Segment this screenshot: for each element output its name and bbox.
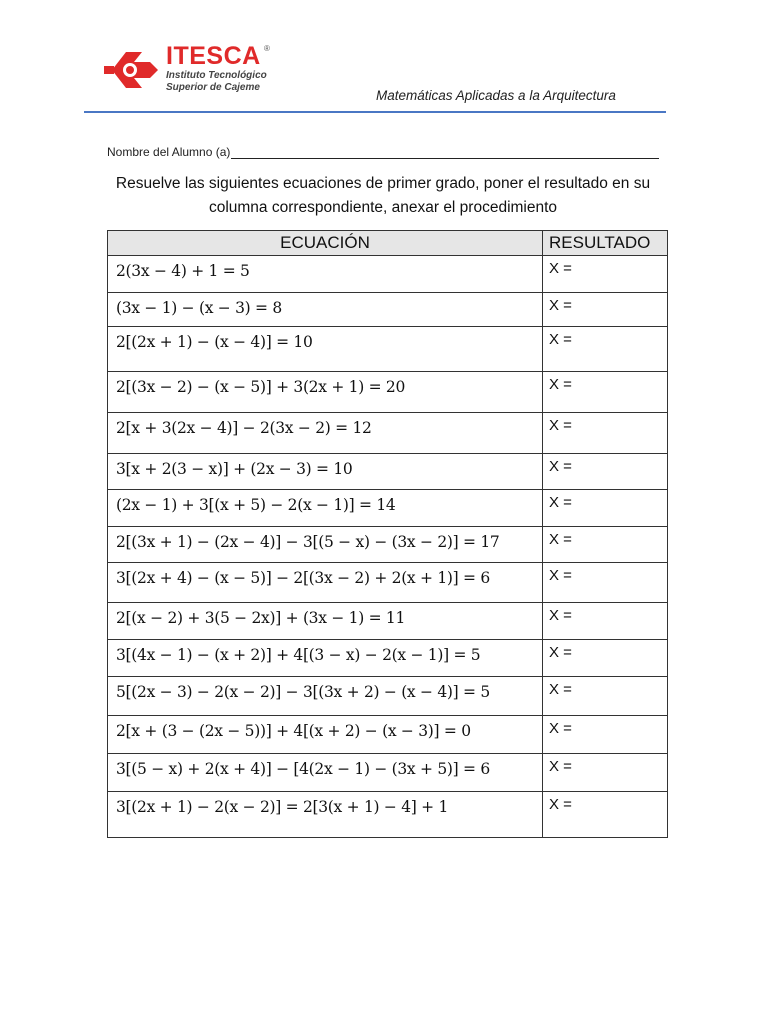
result-answer-field[interactable]: X = <box>543 413 668 454</box>
table-row <box>108 256 668 293</box>
equation-cell: 3[(2x + 1) − 2(x − 2)] = 2[3(x + 1) − 4] + 1 <box>108 792 543 838</box>
equation-cell: 3[(4x − 1) − (x + 2)] + 4[(3 − x) − 2(x − 1)] = 5 <box>108 640 543 677</box>
table-row <box>108 413 668 454</box>
table-row <box>108 716 668 754</box>
course-title: Matemáticas Aplicadas a la Arquitectura <box>376 88 616 103</box>
result-answer-field[interactable]: X = <box>543 490 668 527</box>
equation-cell: 3[(5 − x) + 2(x + 4)] − [4(2x − 1) − (3x + 5)] = 6 <box>108 754 543 792</box>
equation-cell: 3[x + 2(3 − x)] + (2x − 3) = 10 <box>108 454 543 490</box>
equation-cell: 2[x + (3 − (2x − 5))] + 4[(x + 2) − (x − 3)] = 0 <box>108 716 543 754</box>
table-row <box>108 640 668 677</box>
equation-cell: 5[(2x − 3) − 2(x − 2)] − 3[(3x + 2) − (x − 4)] = 5 <box>108 677 543 716</box>
table-header-row <box>108 231 668 256</box>
result-answer-field[interactable]: X = <box>543 372 668 413</box>
equation-cell: (3x − 1) − (x − 3) = 8 <box>108 293 543 327</box>
result-answer-field[interactable]: X = <box>543 293 668 327</box>
equation-cell: 2[(3x + 1) − (2x − 4)] − 3[(5 − x) − (3x − 2)] = 17 <box>108 527 543 563</box>
logo-name: ITESCA <box>166 42 261 70</box>
result-answer-field[interactable]: X = <box>543 716 668 754</box>
table-row <box>108 490 668 527</box>
table-row <box>108 677 668 716</box>
logo-subtitle-line2: Superior de Cajeme <box>166 82 260 93</box>
table-row <box>108 293 668 327</box>
table-row <box>108 454 668 490</box>
equation-cell: 2[(2x + 1) − (x − 4)] = 10 <box>108 327 543 372</box>
institution-logo <box>104 42 274 100</box>
table-row <box>108 372 668 413</box>
result-answer-field[interactable]: X = <box>543 454 668 490</box>
logo-subtitle <box>166 70 267 94</box>
equation-cell: 2(3x − 4) + 1 = 5 <box>108 256 543 293</box>
table-row <box>108 603 668 640</box>
table-row <box>108 527 668 563</box>
result-answer-field[interactable]: X = <box>543 792 668 838</box>
logo-mark-icon <box>104 44 164 96</box>
result-answer-field[interactable]: X = <box>543 527 668 563</box>
result-answer-field[interactable]: X = <box>543 327 668 372</box>
result-column-header: RESULTADO <box>543 231 668 256</box>
student-name-field[interactable] <box>107 145 659 159</box>
header-divider <box>84 111 666 113</box>
result-answer-field[interactable]: X = <box>543 256 668 293</box>
result-answer-field[interactable]: X = <box>543 677 668 716</box>
result-answer-field[interactable]: X = <box>543 563 668 603</box>
student-name-blank[interactable] <box>231 146 659 159</box>
instructions: Resuelve las siguientes ecuaciones de primer grado, poner el resultado en su columna correspondiente, anexar el procedimiento <box>115 175 651 216</box>
equation-cell: 2[(x − 2) + 3(5 − 2x)] + (3x − 1) = 11 <box>108 603 543 640</box>
result-answer-field[interactable]: X = <box>543 603 668 640</box>
equation-cell: 2[(3x − 2) − (x − 5)] + 3(2x + 1) = 20 <box>108 372 543 413</box>
student-name-label: Nombre del Alumno (a) <box>107 145 231 159</box>
table-row <box>108 327 668 372</box>
logo-registered-mark: ® <box>264 44 270 53</box>
table-row <box>108 563 668 603</box>
table-row <box>108 754 668 792</box>
result-answer-field[interactable]: X = <box>543 640 668 677</box>
equation-cell: 3[(2x + 4) − (x − 5)] − 2[(3x − 2) + 2(x + 1)] = 6 <box>108 563 543 603</box>
equation-cell: 2[x + 3(2x − 4)] − 2(3x − 2) = 12 <box>108 413 543 454</box>
logo-subtitle-line1: Instituto Tecnológico <box>166 70 267 81</box>
equation-cell: (2x − 1) + 3[(x + 5) − 2(x − 1)] = 14 <box>108 490 543 527</box>
equations-table <box>107 230 668 838</box>
result-answer-field[interactable]: X = <box>543 754 668 792</box>
table-row <box>108 792 668 838</box>
equation-column-header: ECUACIÓN <box>108 231 543 256</box>
